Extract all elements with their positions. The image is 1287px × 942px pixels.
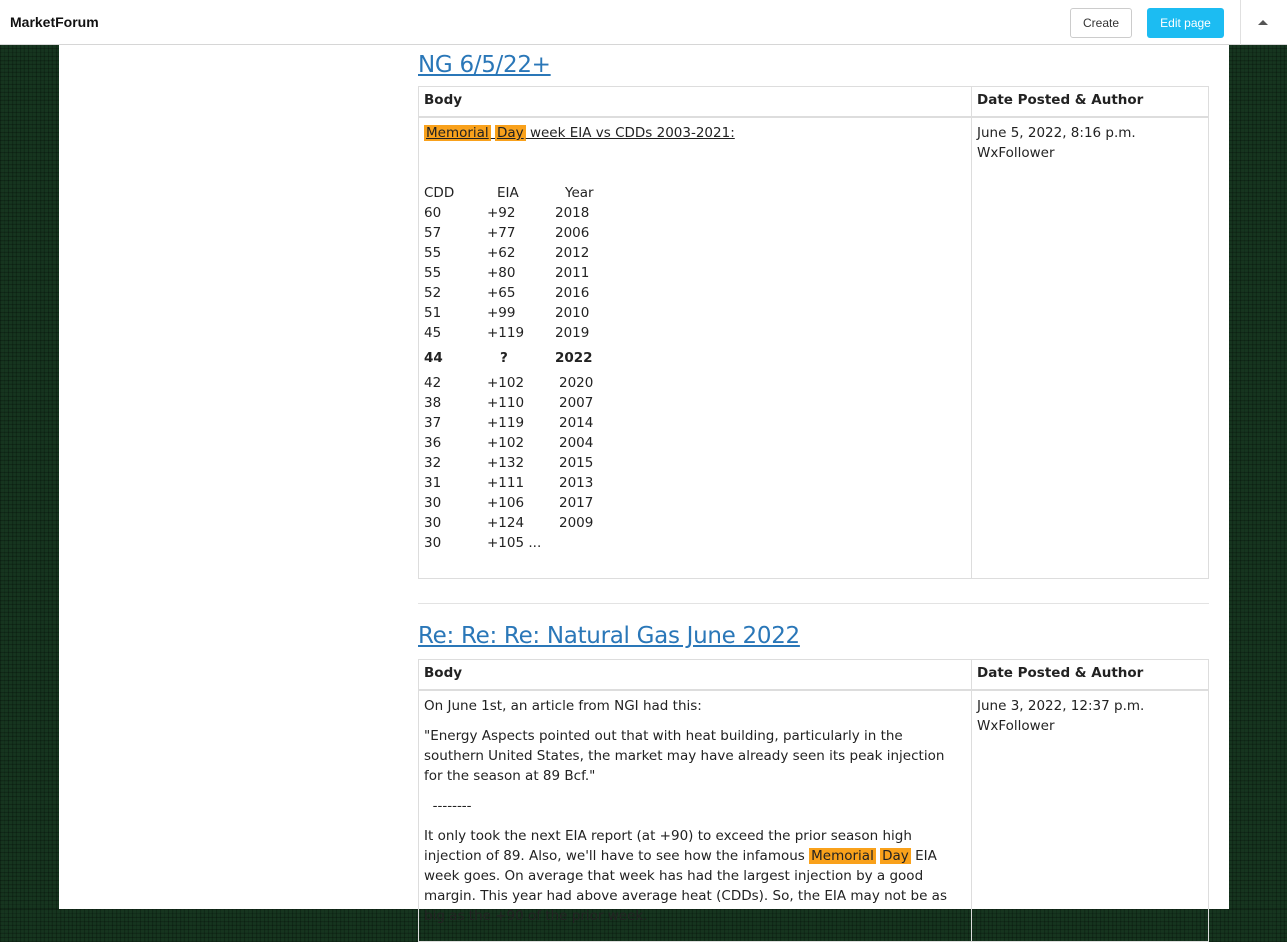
eia-value: +65 (487, 285, 516, 301)
post-title-link[interactable]: Re: Re: Re: Natural Gas June 2022 (418, 623, 800, 649)
data-row (424, 493, 966, 513)
cdd-value: 31 (424, 475, 442, 491)
eia-value: +77 (487, 225, 516, 241)
highlight-term: Day (882, 848, 909, 864)
year-value: 2004 (559, 435, 594, 451)
eia-value: +105 ... (487, 535, 542, 551)
year-value: 2018 (555, 205, 590, 221)
eia-value: +119 (487, 415, 525, 431)
topbar-divider (1240, 0, 1241, 45)
cdd-value: 57 (424, 225, 442, 241)
post-author[interactable]: WxFollower (977, 145, 1055, 161)
post-meta (972, 690, 1209, 942)
data-row (424, 263, 966, 283)
data-header-line (424, 183, 966, 203)
data-row (424, 373, 966, 393)
collapse-caret-icon[interactable] (1258, 20, 1268, 25)
highlight-term: Memorial (811, 848, 874, 864)
year-value: 2015 (559, 455, 594, 471)
data-row (424, 303, 966, 323)
eia-value: +119 (487, 325, 525, 341)
cdd-value: 44 (424, 350, 443, 366)
intro-text (424, 125, 735, 141)
cdd-value: 55 (424, 265, 442, 281)
highlight-term: Memorial (426, 125, 489, 141)
eia-header: EIA (497, 185, 519, 201)
year-value: 2020 (559, 375, 594, 391)
year-value: 2012 (555, 245, 590, 261)
eia-value: +92 (487, 205, 516, 221)
brand-logo[interactable]: MarketForum (10, 14, 99, 30)
year-value: 2006 (555, 225, 590, 241)
post-paragraph (424, 826, 966, 926)
body-column-header: Body (419, 87, 972, 118)
cdd-value: 42 (424, 375, 442, 391)
post-table (418, 659, 1209, 942)
eia-value: +106 (487, 495, 525, 511)
eia-value: +80 (487, 265, 516, 281)
post-date: June 5, 2022, 8:16 p.m. (977, 125, 1136, 141)
year-value: 2009 (559, 515, 594, 531)
eia-value: +62 (487, 245, 516, 261)
body-column-header: Body (419, 660, 972, 691)
eia-value: +102 (487, 375, 525, 391)
intro-rest: week EIA vs CDDs 2003-2021: (525, 125, 735, 141)
year-value: 2007 (559, 395, 594, 411)
cdd-value: 45 (424, 325, 442, 341)
year-value: 2014 (559, 415, 594, 431)
cdd-value: 51 (424, 305, 442, 321)
cdd-value: 32 (424, 455, 442, 471)
data-row (424, 433, 966, 453)
cdd-value: 30 (424, 515, 442, 531)
data-row (424, 283, 966, 303)
data-row (424, 453, 966, 473)
year-value: 2011 (555, 265, 590, 281)
edit-page-button[interactable]: Edit page (1147, 8, 1224, 38)
data-row (424, 413, 966, 433)
post-paragraph: On June 1st, an article from NGI had this: (424, 698, 702, 714)
intro-line (424, 123, 966, 143)
post-body (419, 690, 972, 942)
year-value: 2017 (559, 495, 594, 511)
eia-value: +102 (487, 435, 525, 451)
data-row (424, 223, 966, 243)
data-row (424, 243, 966, 263)
cdd-value: 38 (424, 395, 442, 411)
post-divider (418, 603, 1209, 604)
eia-value: +99 (487, 305, 516, 321)
cdd-value: 37 (424, 415, 442, 431)
data-row (424, 203, 966, 223)
eia-value: ? (500, 350, 508, 366)
year-value: 2013 (559, 475, 594, 491)
data-rows-top (424, 203, 966, 343)
data-row (424, 533, 966, 553)
post-row (419, 117, 1209, 579)
eia-value: +110 (487, 395, 525, 411)
cdd-value: 36 (424, 435, 442, 451)
post-separator: -------- (424, 798, 472, 814)
data-row (424, 393, 966, 413)
post-body (419, 117, 972, 579)
date-author-column-header: Date Posted & Author (972, 660, 1209, 691)
post-table-header (419, 87, 1209, 118)
post-date: June 3, 2022, 12:37 p.m. (977, 698, 1145, 714)
post-1 (418, 50, 1209, 579)
eia-value: +111 (487, 475, 525, 491)
cdd-value: 60 (424, 205, 442, 221)
paragraph-text: It only took the next EIA report (at +90) to exceed the prior season high injection of 89. Also, we'll have to see how the infamous (424, 828, 912, 864)
eia-value: +132 (487, 455, 525, 471)
post-table-header (419, 660, 1209, 691)
post-table (418, 86, 1209, 579)
cdd-value: 30 (424, 535, 442, 551)
cdd-header: CDD (424, 185, 455, 201)
top-bar (0, 0, 1287, 45)
eia-value: +124 (487, 515, 525, 531)
year-value: 2019 (555, 325, 590, 341)
data-row (424, 473, 966, 493)
cdd-value: 55 (424, 245, 442, 261)
data-row-current (424, 343, 966, 373)
post-row (419, 690, 1209, 942)
year-header: Year (565, 185, 594, 201)
data-row (424, 513, 966, 533)
year-value: 2010 (555, 305, 590, 321)
data-row (424, 323, 966, 343)
data-rows-bottom (424, 373, 966, 553)
post-quote: "Energy Aspects pointed out that with heat building, particularly in the southern United States, the market may have already seen its peak injection for the season at 89 Bcf." (424, 728, 945, 784)
post-author[interactable]: WxFollower (977, 718, 1055, 734)
highlight-term: Day (497, 125, 524, 141)
post-meta (972, 117, 1209, 579)
date-author-column-header: Date Posted & Author (972, 87, 1209, 118)
cdd-value: 30 (424, 495, 442, 511)
post-title-link[interactable]: NG 6/5/22+ (418, 52, 551, 78)
post-2 (418, 621, 1209, 942)
year-value: 2022 (555, 350, 593, 366)
create-button[interactable]: Create (1070, 8, 1132, 38)
year-value: 2016 (555, 285, 590, 301)
cdd-value: 52 (424, 285, 442, 301)
paragraph-text: EIA week goes. On average that week has had the largest injection by a good margin. This year had above average heat (CDDs). So, the EIA may not be as big as the +90 of the prior week. (424, 848, 947, 924)
main-content (59, 45, 1229, 924)
